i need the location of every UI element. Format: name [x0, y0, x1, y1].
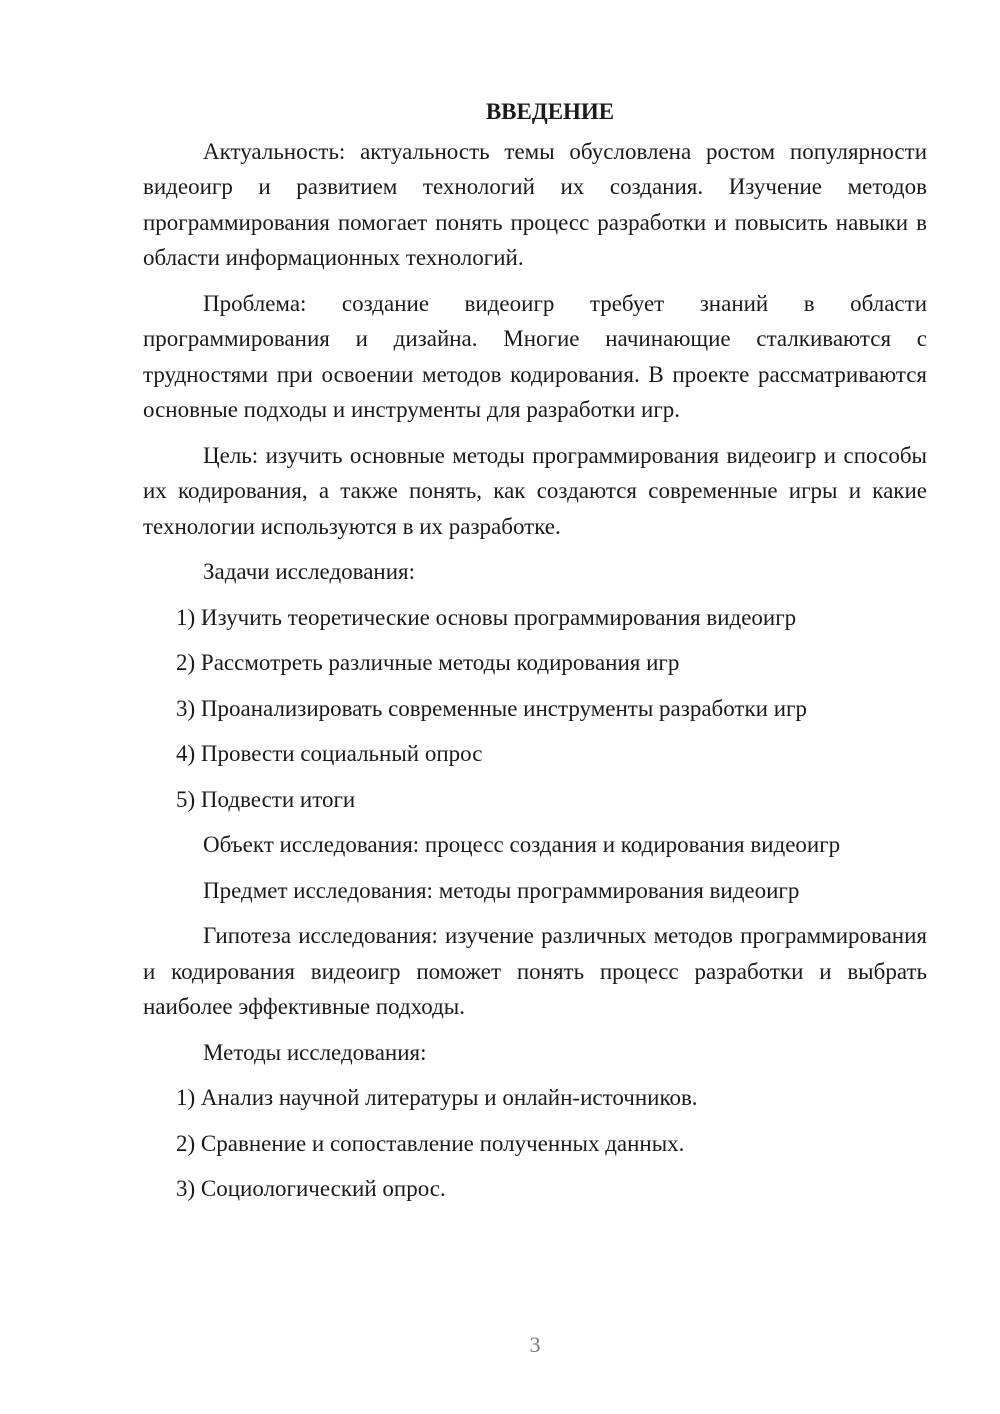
goal-paragraph: Цель: изучить основные методы программирования видеоигр и способы их кодирования, а также понять, как создаются современные игры и какие технологии используются в их разработке. [143, 442, 927, 539]
page-number: 3 [529, 1332, 541, 1357]
hypothesis-paragraph: Гипотеза исследования: изучение различных методов программирования и кодирования видеоигр поможет понять процесс разработки и выбрать наиболее эффективные подходы. [143, 923, 927, 1019]
list-item: 1) Изучить теоретические основы программирования видеоигр [176, 604, 797, 630]
section-title: ВВЕДЕНИЕ [485, 99, 615, 124]
list-item: 4) Провести социальный опрос [176, 741, 483, 766]
research-object: Объект исследования: процесс создания и кодирования видеоигр [203, 832, 841, 857]
document-body [143, 94, 927, 1217]
list-item: 5) Подвести итоги [176, 786, 356, 812]
list-item: 3) Социологический опрос. [176, 1176, 446, 1201]
list-item: 1) Анализ научной литературы и онлайн-источников. [176, 1085, 698, 1110]
relevance-paragraph: Актуальность: актуальность темы обусловлена ростом популярности видеоигр и развитием технологий их создания. Изучение методов программирования помогает понять процесс разработки и повысить навыки в области информационных технологий. [143, 138, 927, 270]
list-item: 2) Сравнение и сопоставление полученных данных. [176, 1130, 685, 1156]
tasks-heading: Задачи исследования: [203, 559, 416, 584]
tasks-list [143, 600, 927, 818]
methods-heading: Методы исследования: [203, 1039, 427, 1065]
research-subject: Предмет исследования: методы программирования видеоигр [203, 877, 800, 903]
list-item: 3) Проанализировать современные инструменты разработки игр [176, 695, 807, 721]
methods-list [143, 1080, 927, 1207]
problem-paragraph: Проблема: создание видеоигр требует знаний в области программирования и дизайна. Многие начинающие сталкиваются с трудностями при освоении методов кодирования. В проекте рассматриваются основные подходы и инструменты для разработки игр. [143, 290, 927, 422]
list-item: 2) Рассмотреть различные методы кодирования игр [176, 650, 680, 675]
